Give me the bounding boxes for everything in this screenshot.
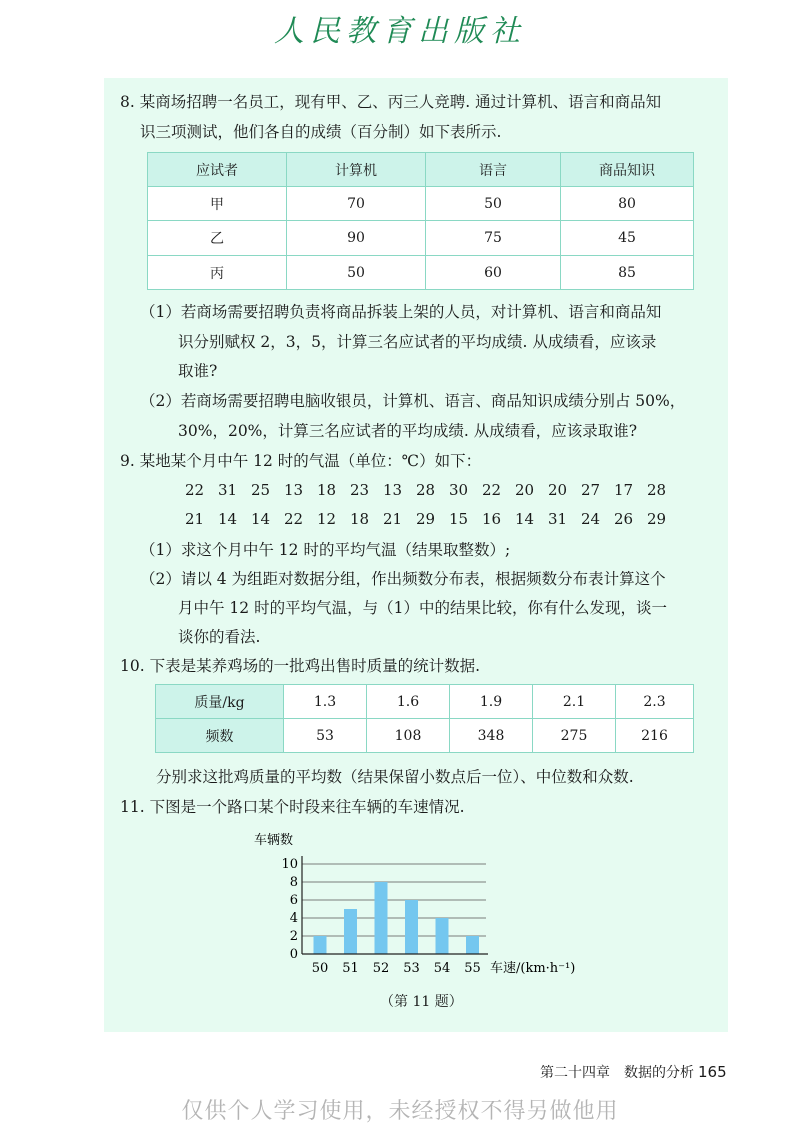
q8-score-table xyxy=(147,152,694,290)
speed-bar-chart xyxy=(250,826,600,986)
chapter-footer xyxy=(540,1062,727,1082)
chart-bar xyxy=(436,918,449,954)
table-row xyxy=(156,685,694,719)
q11-caption: （第 11 题） xyxy=(380,994,463,1010)
watermark-text: 仅供个人学习使用，未经授权不得另做他用 xyxy=(181,1099,619,1124)
q8-header-cell: 语言 xyxy=(426,153,561,187)
q9-part2-line1: （2）请以 4 为组距对数据分组，作出频数分布表，根据频数分布表计算这个 xyxy=(140,570,666,588)
y-tick-label: 0 xyxy=(289,947,298,962)
table-cell: 80 xyxy=(561,187,694,221)
table-cell: 45 xyxy=(561,221,694,256)
table-row xyxy=(148,187,694,221)
q10-question: 分别求这批鸡质量的平均数（结果保留小数点后一位）、中位数和众数. xyxy=(156,768,634,786)
y-tick-label: 4 xyxy=(289,911,298,926)
q11-intro: 11. 下图是一个路口某个时段来往车辆的车速情况. xyxy=(120,798,465,816)
y-tick-label: 2 xyxy=(289,929,298,944)
table-cell: 348 xyxy=(450,719,533,753)
q10-intro: 10. 下表是某养鸡场的一批鸡出售时质量的统计数据. xyxy=(120,657,481,675)
table-cell: 50 xyxy=(426,187,561,221)
table-cell: 1.9 xyxy=(450,685,533,719)
chart-bar xyxy=(375,882,388,954)
table-cell: 1.6 xyxy=(367,685,450,719)
publisher-logo: 人民教育出版社 xyxy=(274,14,526,49)
table-cell: 75 xyxy=(426,221,561,256)
y-tick-label: 8 xyxy=(289,875,298,890)
table-cell: 甲 xyxy=(148,187,287,221)
q8-intro-line2: 识三项测试，他们各自的成绩（百分制）如下表所示. xyxy=(140,123,502,141)
x-tick-label: 55 xyxy=(464,961,481,976)
q10-mass-table xyxy=(155,684,694,753)
table-cell: 丙 xyxy=(148,256,287,290)
table-row xyxy=(156,719,694,753)
table-cell: 85 xyxy=(561,256,694,290)
q8-part1-line3: 取谁? xyxy=(178,362,218,380)
q8-header-cell: 计算机 xyxy=(287,153,426,187)
q9-temps-row2: 21 14 14 22 12 18 21 29 15 16 14 31 24 26 29 xyxy=(185,510,667,528)
table-cell: 216 xyxy=(616,719,694,753)
table-cell: 2.1 xyxy=(533,685,616,719)
x-tick-label: 51 xyxy=(342,961,359,976)
table-row-label: 频数 xyxy=(156,719,284,753)
q8-part2-line2: 30%，20%，计算三名应试者的平均成绩. 从成绩看，应该录取谁? xyxy=(178,422,638,440)
table-cell: 108 xyxy=(367,719,450,753)
table-cell: 50 xyxy=(287,256,426,290)
table-cell: 60 xyxy=(426,256,561,290)
q8-part2-line1: （2）若商场需要招聘电脑收银员，计算机、语言、商品知识成绩分别占 50%， xyxy=(140,392,686,410)
table-cell: 2.3 xyxy=(616,685,694,719)
q8-part1-line1: （1）若商场需要招聘负责将商品拆装上架的人员，对计算机、语言和商品知 xyxy=(140,303,662,321)
y-tick-label: 10 xyxy=(281,857,298,872)
x-tick-label: 50 xyxy=(311,961,329,976)
chart-bar xyxy=(405,900,418,954)
table-row-label: 质量/kg xyxy=(156,685,284,719)
chart-bar xyxy=(466,936,479,954)
chart-bar xyxy=(314,936,327,954)
x-tick-label: 52 xyxy=(372,961,390,976)
table-row xyxy=(148,256,694,290)
table-cell: 70 xyxy=(287,187,426,221)
q8-header-cell: 应试者 xyxy=(148,153,287,187)
y-tick-label: 6 xyxy=(289,893,298,908)
table-cell: 53 xyxy=(284,719,367,753)
q9-temps-row1: 22 31 25 13 18 23 13 28 30 22 20 20 27 17 28 xyxy=(185,481,667,499)
q9-part2-line2: 月中午 12 时的平均气温，与（1）中的结果比较，你有什么发现，谈一 xyxy=(178,599,667,617)
chart-bar xyxy=(344,909,357,954)
table-cell: 275 xyxy=(533,719,616,753)
table-cell: 乙 xyxy=(148,221,287,256)
q9-intro: 9. 某地某个月中午 12 时的气温（单位：℃）如下： xyxy=(120,452,482,470)
x-tick-label: 53 xyxy=(403,961,420,976)
table-cell: 90 xyxy=(287,221,426,256)
q8-intro-line1: 8. 某商场招聘一名员工，现有甲、乙、丙三人竞聘. 通过计算机、语言和商品知 xyxy=(120,93,662,111)
table-row xyxy=(148,221,694,256)
q8-header-cell: 商品知识 xyxy=(561,153,694,187)
page-number: 165 xyxy=(698,1063,727,1081)
chapter-title: 第二十四章 数据的分析 xyxy=(540,1065,694,1081)
table-cell: 1.3 xyxy=(284,685,367,719)
q9-part2-line3: 谈你的看法. xyxy=(178,628,261,646)
y-axis-label: 车辆数 xyxy=(254,833,294,848)
x-axis-label: 车速/(km·h⁻¹) xyxy=(490,961,576,976)
q8-part1-line2: 识分别赋权 2，3，5，计算三名应试者的平均成绩. 从成绩看，应该录 xyxy=(178,333,657,351)
x-tick-label: 54 xyxy=(433,961,451,976)
q9-part1: （1）求这个月中午 12 时的平均气温（结果取整数）; xyxy=(140,541,511,559)
